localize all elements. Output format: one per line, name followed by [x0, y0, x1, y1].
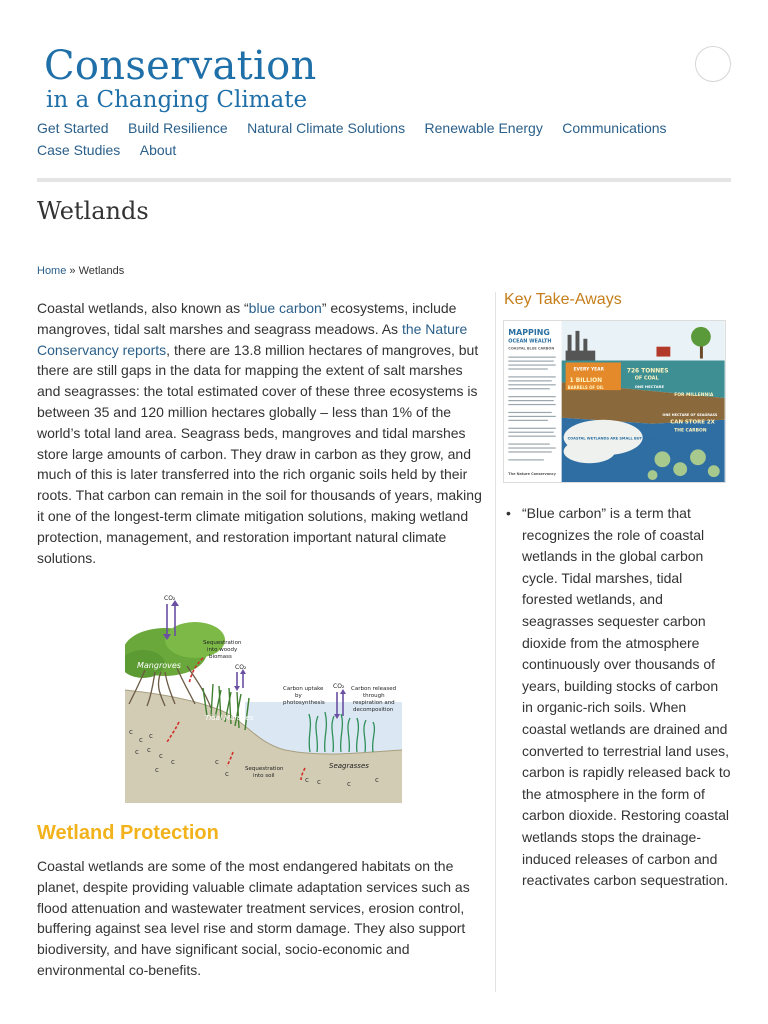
- infographic-the-carbon: THE CARBON: [674, 428, 707, 434]
- infographic-barrels: BARRELS OF OIL: [567, 385, 604, 391]
- svg-text:c: c: [171, 758, 175, 766]
- intro-text-3: , there are 13.8 million hectares of mangroves, but there are still gaps in the data for mapping the extent of salt marshes and seagrasses: the total estimated cover of these three ecosystems is between 35 and 120 million hectares globally – less than 1% of the world’s total land area. Seagrass beds, mangroves and tidal marshes store large amounts of carbon. They draw in carbon as they grow, and much of this is later transferred into the rich organic soils held by their roots. That carbon can remain in the soil for thousands of years, making it one of the longest-term climate mitigation solutions, making wetland protection, management, and restoration important natural climate solutions.: [37, 341, 482, 566]
- diagram-label-woody-1: Sequestration: [203, 640, 242, 646]
- nav-renewable-energy[interactable]: Renewable Energy: [424, 120, 543, 136]
- infographic-seagrass: ONE HECTARE OF SEAGRASS: [662, 412, 718, 417]
- svg-text:c: c: [147, 746, 151, 754]
- nav-about[interactable]: About: [139, 142, 177, 158]
- infographic-can-store: CAN STORE 2X: [670, 419, 715, 426]
- infographic-every-year: EVERY YEAR: [573, 367, 605, 373]
- svg-text:c: c: [225, 770, 229, 778]
- infographic-title1: MAPPING: [508, 327, 550, 337]
- site-logo[interactable]: [44, 44, 317, 112]
- protection-paragraph: Coastal wetlands are some of the most endangered habitats on the planet, despite providing valuable climate adaptation services such as flood attenuation and wastewater treatment services, erosion control, buffering against sea level rise and storm damage. They also support biodiversity, and have significant social, socio-economic and environmental co-benefits.: [37, 858, 470, 978]
- breadcrumb-separator: »: [69, 265, 76, 277]
- logo-subtitle: in a Changing Climate: [46, 87, 308, 113]
- infographic-billion: 1 BILLION: [569, 378, 603, 385]
- nav-get-started[interactable]: Get Started: [37, 120, 109, 136]
- diagram-label-released-3: respiration and: [353, 700, 395, 706]
- svg-text:c: c: [159, 752, 163, 760]
- diagram-label-co2-mid: CO₂: [235, 664, 247, 671]
- nav-case-studies[interactable]: Case Studies: [37, 142, 121, 158]
- header-divider: [37, 178, 731, 182]
- infographic-title2: OCEAN WEALTH: [508, 338, 552, 345]
- infographic-coal: OF COAL: [634, 375, 659, 382]
- breadcrumb-home-link[interactable]: Home: [37, 265, 67, 277]
- wetland-protection-heading: Wetland Protection: [37, 822, 219, 844]
- svg-text:c: c: [139, 736, 143, 744]
- svg-text:c: c: [317, 778, 321, 786]
- diagram-label-co2-right: CO₂: [333, 683, 345, 690]
- infographic-one-hectare: ONE HECTARE: [634, 385, 665, 390]
- svg-text:c: c: [347, 780, 351, 788]
- diagram-label-woody-3: biomass: [209, 654, 232, 660]
- diagram-label-seagrasses: Seagrasses: [329, 762, 369, 770]
- infographic-millennia: FOR MILLENNIA: [674, 393, 714, 399]
- logo-title: Conservation: [44, 43, 317, 89]
- intro-paragraph: [37, 298, 483, 568]
- nav-natural-climate-solutions[interactable]: Natural Climate Solutions: [247, 120, 406, 136]
- svg-text:c: c: [215, 758, 219, 766]
- blue-carbon-link[interactable]: blue carbon: [248, 300, 322, 316]
- diagram-label-released-1: Carbon released: [351, 686, 397, 692]
- page-title: Wetlands: [37, 197, 149, 225]
- diagram-label-released-2: through: [363, 693, 385, 699]
- diagram-label-tidal-marshes: Tidal Marshes: [205, 714, 254, 722]
- main-content: [37, 298, 483, 568]
- svg-text:c: c: [305, 776, 309, 784]
- svg-text:c: c: [129, 728, 133, 736]
- svg-text:c: c: [149, 732, 153, 740]
- blue-carbon-diagram: [125, 592, 402, 803]
- blue-carbon-infographic[interactable]: [503, 320, 726, 483]
- nav-communications[interactable]: Communications: [562, 120, 667, 136]
- infographic-tonnes: 726 TONNES: [626, 368, 669, 375]
- diagram-label-uptake-3: photosynthesis: [283, 700, 325, 706]
- main-nav: [37, 117, 737, 161]
- infographic-sub: COASTAL BLUE CARBON: [508, 346, 555, 351]
- breadcrumb: [37, 265, 124, 277]
- breadcrumb-current: Wetlands: [78, 265, 125, 277]
- svg-text:c: c: [375, 776, 379, 784]
- intro-text-1: Coastal wetlands, also known as “: [37, 300, 249, 316]
- sidebar-title: Key Take-Aways: [504, 291, 622, 308]
- svg-text:c: c: [155, 766, 159, 774]
- takeaway-item: • “Blue carbon” is a term that recognizes the role of coastal wetlands in the global carbon cycle. Tidal marshes, tidal forested wetlands, and seagrasses sequester carbon dioxide from the atmosphere continuously over thousands of years, building stocks of carbon in organic-rich soils. When coastal wetlands are drained and converted to terrestrial land uses, carbon is rapidly released back to the atmosphere in the form of carbon dioxide. Restoring coastal wetlands stops the drainage-induced releases of carbon and reactivates carbon sequestration.: [504, 503, 732, 892]
- diagram-label-woody-2: into woody: [207, 647, 238, 653]
- diagram-label-soil-1: Sequestration: [245, 766, 284, 772]
- diagram-label-soil-2: into soil: [253, 773, 275, 779]
- svg-text:c: c: [135, 748, 139, 756]
- nature-conservancy-link[interactable]: the Nature Conservancy reports: [37, 320, 468, 358]
- diagram-label-released-4: decomposition: [353, 707, 394, 713]
- infographic-small-mighty: COASTAL WETLANDS ARE SMALL BUT MIGHTY!: [567, 436, 661, 441]
- nav-build-resilience[interactable]: Build Resilience: [128, 120, 228, 136]
- diagram-label-co2-left: CO₂: [164, 595, 176, 602]
- takeaways-list: [504, 503, 732, 892]
- intro-text-2: ” ecosystems, include mangroves, tidal salt marshes and seagrass meadows. As: [37, 300, 457, 337]
- infographic-tnc: The Nature Conservancy: [508, 472, 556, 477]
- diagram-label-uptake-2: by: [295, 693, 302, 699]
- diagram-label-uptake-1: Carbon uptake: [283, 686, 324, 692]
- diagram-label-mangroves: Mangroves: [137, 661, 181, 670]
- sidebar-divider: [495, 292, 496, 992]
- search-toggle-button[interactable]: [695, 46, 731, 82]
